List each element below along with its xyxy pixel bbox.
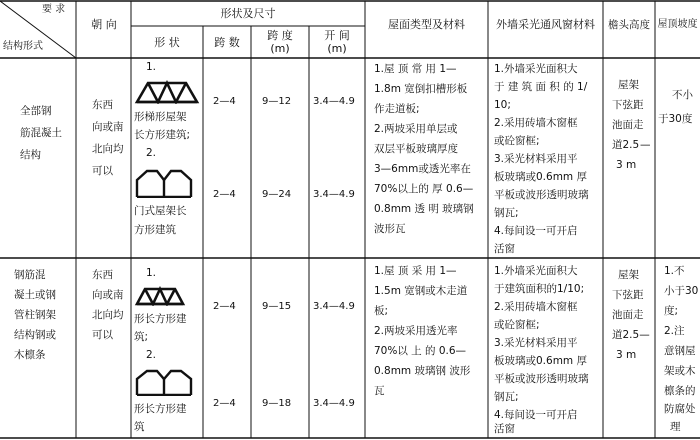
row1-bay-1: 3.4—4.9: [313, 96, 355, 107]
row2-orientation-2: 向或南: [92, 289, 124, 301]
row1-orientation-2: 向或南: [92, 121, 124, 133]
row1-span-count-1: 2—4: [213, 96, 236, 107]
row2-slope-3: 度;: [664, 305, 679, 317]
row2-span-2: 9—18: [262, 398, 292, 409]
row1-wall-5: 或砼窗框;: [494, 135, 540, 147]
row1-span-2: 9—24: [262, 189, 292, 200]
portal-frame-icon: [134, 168, 194, 198]
row2-roof-7: 瓦: [374, 385, 385, 397]
row1-roof-1: 1.屋 顶 常 用 1—: [374, 63, 457, 75]
row1-structure-3: 结构: [20, 149, 41, 161]
row1-span-1: 9—12: [262, 96, 292, 107]
row1-bay-2: 3.4—4.9: [313, 189, 355, 200]
row2-structure-4: 结构钢或: [14, 329, 56, 341]
row1-eave-6: 3 m: [616, 159, 637, 171]
row2-roof-2: 1.5m 宽钢或木走道: [374, 285, 468, 297]
row1-roof-6: 3—6mm或透光率在: [374, 163, 471, 175]
row2-wall-4: 或砼窗框;: [494, 319, 540, 331]
row2-structure-5: 木檩条: [14, 349, 46, 361]
row1-roof-2: 1.8m 宽倒扣槽形板: [374, 83, 468, 95]
row1-shape2-desc-2: 方形建筑: [134, 224, 176, 236]
row1-roof-8: 0.8mm 透 明 玻璃钢: [374, 203, 474, 215]
row1-shape2-desc-1: 门式屋架长: [134, 205, 187, 217]
row2-wall-10: 活窗: [494, 423, 515, 435]
row1-roof-5: 双层平板玻璃厚度: [374, 143, 458, 155]
row1-structure-2: 筋混凝土: [20, 127, 62, 139]
row1-eave-3: 池面走: [612, 119, 644, 131]
row2-structure-3: 管柱钢架: [14, 309, 56, 321]
row2-span-count-2: 2—4: [213, 398, 236, 409]
row2-bay-1: 3.4—4.9: [313, 301, 355, 312]
row2-roof-1: 1.屋 顶 采 用 1—: [374, 265, 457, 277]
row1-eave-4: 道2.5: [612, 139, 640, 151]
row1-shape1-index: 1.: [146, 61, 157, 73]
header-slope: 屋顶坡度: [657, 19, 698, 30]
header-shape-size: 形状及尺寸: [220, 7, 276, 20]
header-orientation: 朝 向: [91, 18, 117, 31]
row2-slope-6: 架或木: [664, 365, 696, 377]
row2-slope-4: 2.注: [664, 325, 685, 337]
row2-structure-2: 凝土或钢: [14, 289, 56, 301]
row2-wall-5: 3.采光材料采用平: [494, 337, 578, 349]
header-eave: 檐头高度: [608, 19, 650, 31]
header-span-count: 跨 数: [214, 36, 240, 49]
row1-eave-1: 屋架: [618, 79, 639, 91]
row2-slope-9: 理: [670, 421, 681, 433]
header-roof: 屋面类型及材料: [388, 18, 465, 31]
row1-eave-5: —: [640, 139, 651, 151]
row1-orientation-3: 北向均: [92, 143, 124, 155]
row2-shape2-desc-2: 筑: [134, 421, 145, 433]
row1-shape1-desc-2: 长方形建筑;: [134, 129, 191, 141]
portal-frame-icon: [134, 368, 194, 396]
truss-icon: [134, 286, 186, 306]
row1-wall-2: 于 建 筑 面 积 的 1/: [494, 81, 588, 93]
row2-orientation-4: 可以: [92, 329, 113, 341]
row2-structure-1: 钢筋混: [14, 269, 46, 281]
header-span-unit: (m): [270, 42, 290, 55]
row2-wall-7: 平板或波形透明玻璃: [494, 373, 589, 385]
row2-shape1-desc-2: 筑;: [134, 331, 149, 343]
header-wall: 外墙采光通风窗材料: [496, 18, 595, 31]
row2-roof-6: 0.8mm 玻璃钢 波形: [374, 365, 471, 377]
row2-slope-8: 防腐处: [664, 403, 696, 415]
row1-span-count-2: 2—4: [213, 189, 236, 200]
row2-eave-3: 池面走: [612, 309, 644, 321]
row1-slope-1: 不小: [672, 89, 693, 101]
row1-shape1-desc-1: 形梯形屋架: [134, 111, 187, 123]
row2-eave-1: 屋架: [618, 269, 639, 281]
row2-slope-2: 小于30: [664, 285, 699, 297]
row2-span-count-1: 2—4: [213, 301, 236, 312]
row2-shape2-desc-1: 形长方形建: [134, 403, 187, 415]
header-structure: 结构形式: [3, 41, 43, 52]
row2-shape1-desc-3: 2.: [146, 349, 157, 361]
row1-eave-2: 下弦距: [612, 99, 644, 111]
header-bay-unit: (m): [327, 42, 347, 55]
row1-wall-7: 板玻璃或0.6mm 厚: [494, 171, 587, 183]
header-yaoqiu: 要 求: [42, 4, 66, 15]
row2-roof-4: 2.两坡采用透光率: [374, 325, 458, 337]
row2-eave-4: 道2.5—: [612, 329, 650, 341]
row1-shape1-desc-3: 2.: [146, 147, 157, 159]
row2-wall-6: 板玻璃或0.6mm 厚: [494, 355, 587, 367]
row1-wall-6: 3.采光材料采用平: [494, 153, 578, 165]
row1-wall-8: 平板或波形透明玻璃: [494, 189, 589, 201]
header-shape: 形 状: [154, 36, 180, 49]
row1-wall-11: 活窗: [494, 243, 515, 255]
row1-roof-3: 作走道板;: [374, 103, 420, 115]
row1-wall-10: 4.每间设一可开启: [494, 225, 578, 237]
header-span: 跨 度: [267, 29, 293, 42]
row2-roof-5: 70%以 上 的 0.6—: [374, 345, 467, 357]
truss-icon: [134, 80, 200, 104]
row2-slope-5: 意钢屋: [664, 345, 696, 357]
row1-wall-4: 2.采用砖墙木窗框: [494, 117, 578, 129]
row2-roof-3: 板;: [374, 305, 389, 317]
row2-slope-7: 檩条的: [664, 385, 696, 397]
row2-slope-1: 1.不: [664, 265, 685, 277]
row1-slope-2: 于30度: [658, 113, 693, 125]
row2-eave-2: 下弦距: [612, 289, 644, 301]
row1-wall-9: 钢瓦;: [494, 207, 519, 219]
row1-orientation-1: 东西: [92, 99, 113, 111]
row2-orientation-3: 北向均: [92, 309, 124, 321]
row2-span-1: 9—15: [262, 301, 292, 312]
row1-wall-3: 10;: [494, 99, 511, 111]
row2-wall-1: 1.外墙采光面积大: [494, 265, 578, 277]
row2-shape1-index: 1.: [146, 267, 157, 279]
row2-eave-5: 3 m: [616, 349, 637, 361]
row1-roof-4: 2.两坡采用单层或: [374, 123, 458, 135]
row1-orientation-4: 可以: [92, 165, 113, 177]
row1-structure-1: 全部钢: [20, 105, 52, 117]
row2-shape1-desc-1: 形长方形建: [134, 313, 187, 325]
row2-wall-3: 2.采用砖墙木窗框: [494, 301, 578, 313]
row2-orientation-1: 东西: [92, 269, 113, 281]
row1-roof-9: 波形瓦: [374, 223, 406, 235]
row2-bay-2: 3.4—4.9: [313, 398, 355, 409]
header-bay: 开 间: [324, 29, 350, 42]
row1-wall-1: 1.外墙采光面积大: [494, 63, 578, 75]
row2-wall-2: 于建筑面积的1/10;: [494, 283, 585, 295]
row2-wall-8: 钢瓦;: [494, 391, 519, 403]
row2-wall-9: 4.每间设一可开启: [494, 409, 578, 421]
row1-roof-7: 70%以上的 厚 0.6—: [374, 183, 474, 195]
